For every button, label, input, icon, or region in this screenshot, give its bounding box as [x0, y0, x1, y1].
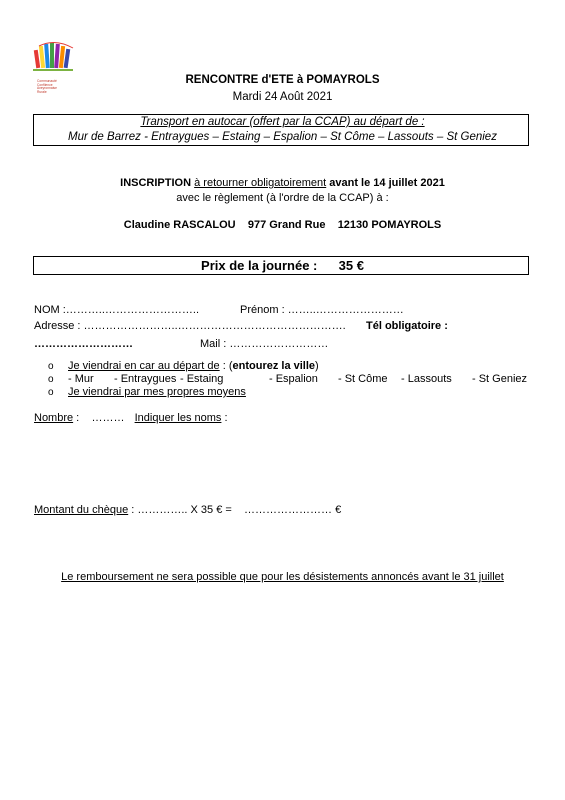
- inscription-line: [0, 177, 565, 189]
- indiquer-colon: :: [221, 412, 228, 424]
- radio-bullet-car[interactable]: o: [48, 361, 54, 372]
- reglement-line: avec le règlement (à l'ordre de la CCAP) à :: [176, 192, 389, 204]
- town-option[interactable]: - Mur: [68, 373, 94, 385]
- inscription-label: INSCRIPTION: [120, 177, 192, 189]
- inscription-deadline: avant le 14 juillet 2021: [329, 177, 445, 189]
- logo-text-line: Rurale: [37, 89, 47, 94]
- logo-text-line: Conflience: [37, 82, 53, 87]
- inscription-mid: à retourner obligatoirement: [194, 177, 327, 189]
- town-option[interactable]: - St Côme: [338, 373, 388, 385]
- montant-label: Montant du chèque: [34, 504, 129, 516]
- tel-field[interactable]: ………………………: [34, 338, 133, 350]
- price-line: [0, 258, 565, 273]
- town-option[interactable]: - Entraygues: [114, 373, 177, 385]
- town-option[interactable]: - Lassouts: [401, 373, 452, 385]
- logo-text-line: Aveyronnaise: [37, 86, 57, 91]
- option-own-means[interactable]: Je viendrai par mes propres moyens: [68, 386, 246, 398]
- nom-field[interactable]: NOM :………..……………………..: [34, 304, 199, 316]
- logo-flags: [33, 42, 73, 70]
- option-car-label: Je viendrai en car au départ de: [68, 360, 220, 372]
- town-bullet: o: [48, 374, 54, 385]
- option-car[interactable]: [68, 360, 319, 372]
- address-line: Claudine RASCALOU 977 Grand Rue 12130 POMAYROLS: [123, 219, 442, 231]
- tel-label: Tél obligatoire :: [366, 320, 448, 332]
- nombre-label: Nombre: [34, 412, 74, 424]
- transport-heading: Transport en autocar (offert par la CCAP) au départ de :: [140, 116, 425, 128]
- prenom-field[interactable]: Prénom : ……..……………………: [240, 304, 404, 316]
- transport-towns: Mur de Barrez - Entraygues – Estaing – Espalion – St Côme – Lassouts – St Geniez: [68, 131, 497, 143]
- logo-text-line: Communauté: [37, 79, 57, 83]
- montant-line[interactable]: [34, 504, 341, 516]
- option-car-bold: entourez la ville: [232, 360, 316, 372]
- refund-notice: Le remboursement ne sera possible que pour les désistements annoncés avant le 31 juillet: [61, 571, 504, 583]
- price-label: Prix de la journée :: [201, 258, 318, 273]
- town-option[interactable]: - St Geniez: [472, 373, 528, 385]
- event-date: Mardi 24 Août 2021: [232, 91, 333, 103]
- adresse-field[interactable]: Adresse : ……………………..……………………………………….: [34, 320, 346, 332]
- option-car-rest: : (: [219, 360, 233, 372]
- montant-dots: : ………….. X 35 € = …………………… €: [128, 504, 342, 516]
- town-option[interactable]: - Estaing: [180, 373, 224, 385]
- option-car-end: ): [315, 360, 319, 372]
- mail-field[interactable]: Mail : ………………………: [200, 338, 329, 350]
- radio-bullet-own[interactable]: o: [48, 387, 54, 398]
- nombre-line: [34, 412, 228, 424]
- nombre-dots[interactable]: : ………: [73, 412, 125, 424]
- page-title: RENCONTRE d'ETE à POMAYROLS: [185, 74, 380, 86]
- town-option[interactable]: - Espalion: [269, 373, 318, 385]
- indiquer-noms-label: Indiquer les noms: [134, 412, 222, 424]
- price-value: 35 €: [338, 258, 364, 273]
